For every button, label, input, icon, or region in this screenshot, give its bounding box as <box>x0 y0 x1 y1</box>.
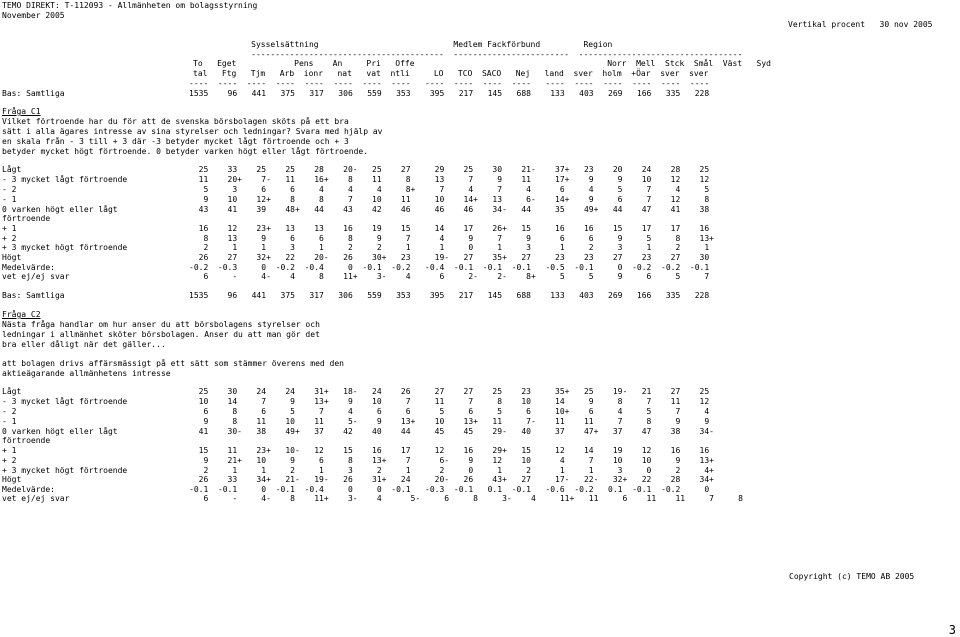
question-c1-text-line: en skala från - 3 till + 3 där -3 betyder mycket lågt förtroende och + 3 <box>2 137 349 146</box>
row-label: + 1 <box>2 224 17 233</box>
row-label: Lågt <box>2 165 22 174</box>
row-label: + 1 <box>2 446 17 455</box>
row-values: 26 33 34+ 21- 19- 26 31+ 24 20- 26 43+ 27 17- 22- 32+ 22 28 34+ <box>189 475 714 484</box>
row-label: - 1 <box>2 417 17 426</box>
column-group-rule: ---------------------------------------- ------------------------ ---------------------------------- <box>150 50 743 59</box>
row-values: 9 21+ 10 9 6 8 13+ 7 6- 9 12 10 4 7 10 10 9 13+ <box>189 456 714 465</box>
row-values: -0.2 -0.3 0 -0.2 -0.4 0 -0.1 -0.2 -0.4 -0.1 -0.1 -0.1 -0.5 -0.1 0 -0.2 -0.2 -0.1 <box>189 263 710 272</box>
row-values: 6 - 4- 8 11+ 3- 4 5- 6 8 3- 4 11+ 11 6 11 11 7 8 <box>189 494 743 503</box>
row-values: 6 - 4- 4 8 11+ 3- 4 6 2- 2- 8+ 5 5 9 6 5 7 <box>189 272 710 281</box>
question-c2-text-line: att bolagen drivs affärsmässigt på ett sätt som stämmer överens med den <box>2 359 344 368</box>
row-label: - 1 <box>2 195 17 204</box>
row-values: 16 12 23+ 13 13 16 19 15 14 17 26+ 15 16 16 15 17 17 16 <box>189 224 710 233</box>
copyright: Copyright (c) TEMO AB 2005 <box>789 572 915 581</box>
row-values: 26 27 32+ 22 20- 26 30+ 23 19- 27 35+ 27 23 23 27 23 27 30 <box>189 253 710 262</box>
row-label: - 3 mycket lågt förtroende <box>2 397 128 406</box>
row-values: 43 41 39 48+ 44 43 42 46 46 46 34- 44 35 49+ 44 47 41 38 <box>189 205 710 214</box>
row-values: 9 8 11 10 11 5- 9 13+ 10 13+ 11 7- 11 11 7 8 9 9 <box>189 417 710 426</box>
row-label: Lågt <box>2 387 22 396</box>
question-c2-title: Fråga C2 <box>2 310 41 319</box>
row-label: + 2 <box>2 234 17 243</box>
row-label: vet ej/ej svar <box>2 272 70 281</box>
row-label: + 3 mycket högt förtroende <box>2 243 128 252</box>
row-values: 8 13 9 6 6 8 9 7 4 9 7 9 6 6 9 5 8 13+ <box>189 234 714 243</box>
row-label: 0 varken högt eller lågt <box>2 427 118 436</box>
bas-values: 1535 96 441 375 317 306 559 353 395 217 145 688 133 403 269 166 335 228 <box>189 291 710 300</box>
row-label: 0 varken högt eller lågt <box>2 205 118 214</box>
row-values: 10 14 7 9 13+ 9 10 7 11 7 8 10 14 9 8 7 11 12 <box>189 397 710 406</box>
report-date: November 2005 <box>2 11 65 20</box>
report-subtitle-right: Vertikal procent 30 nov 2005 <box>788 20 933 29</box>
row-label: Medelvärde: <box>2 263 55 272</box>
row-values: 2 1 1 2 1 3 2 1 2 0 1 2 1 1 3 0 2 4+ <box>189 466 714 475</box>
column-header-row-1: To Eget Pens An Pri Offe Norr Mell Stck Smål Väst Syd <box>193 59 771 68</box>
question-c2-text-line: ledningar i allmänhet sköter börsbolagen. Anser du att man gör det <box>2 330 320 339</box>
row-values: 5 3 6 6 4 4 4 8+ 7 4 7 4 6 4 5 7 4 5 <box>189 185 710 194</box>
row-values: 11 20+ 7- 11 16+ 8 11 8 13 7 9 11 17+ 9 9 10 12 12 <box>189 175 710 184</box>
row-values: -0.1 -0.1 0 -0.1 -0.4 0 0 -0.1 -0.3 -0.1 0.1 -0.1 -0.6 -0.2 0.1 -0.1 -0.2 0 <box>189 485 710 494</box>
question-c1-text-line: Vilket förtroende har du för att de svenska börsbolagen sköts på ett bra <box>2 117 349 126</box>
row-label-continued: förtroende <box>2 436 51 445</box>
question-c2-text-line: aktieägarande allmänhetens intresse <box>2 369 171 378</box>
report-title: TEMO DIREKT: T-112093 - Allmänheten om bolagsstyrning <box>2 1 258 10</box>
question-c2-text-line: bra eller dåligt när det gäller... <box>2 340 166 349</box>
question-c1-text-line: sätt i alla ägares intresse av sina styrelser och ledningar? Svara med hjälp av <box>2 127 383 136</box>
question-c1-text-line: betyder mycket högt förtroende. 0 betyder varken högt eller lågt förtroende. <box>2 147 369 156</box>
row-values: 6 8 6 5 7 4 6 6 5 6 5 6 10+ 6 4 5 7 4 <box>189 407 710 416</box>
bas-label: Bas: Samtliga <box>2 89 65 98</box>
column-header-rule: ---- ---- ---- ---- ---- ---- ---- ---- ---- ---- ---- ---- ---- ---- ---- ---- ---- ---- <box>189 79 710 88</box>
row-label: + 2 <box>2 456 17 465</box>
row-label: Högt <box>2 253 22 262</box>
row-values: 9 10 12+ 8 8 7 10 11 10 14+ 13 6- 14+ 9 6 7 12 8 <box>189 195 710 204</box>
row-label: vet ej/ej svar <box>2 494 70 503</box>
row-label: Högt <box>2 475 22 484</box>
column-header-row-2: tal Ftg Tjm Arb ionr nat vat ntli LO TCO SACO Nej land sver holm +Öar sver sver <box>193 69 709 78</box>
column-group-header: Sysselsättning Medlem Fackförbund Region <box>150 40 613 49</box>
bas-label: Bas: Samtliga <box>2 291 65 300</box>
row-label: - 3 mycket lågt förtroende <box>2 175 128 184</box>
row-label: + 3 mycket högt förtroende <box>2 466 128 475</box>
row-values: 25 30 24 24 31+ 18- 24 26 27 27 25 23 35+ 25 19- 21 27 25 <box>189 387 710 396</box>
page-number: 3 <box>948 623 956 637</box>
row-values: 2 1 1 3 1 2 2 1 1 0 1 3 1 2 3 1 2 1 <box>189 243 710 252</box>
row-label: - 2 <box>2 185 17 194</box>
row-values: 25 33 25 25 28 20- 25 27 29 25 30 21- 37+ 23 20 24 28 25 <box>189 165 710 174</box>
row-label-continued: förtroende <box>2 214 51 223</box>
question-c2-text-line: Nästa fråga handlar om hur anser du att börsbolagens styrelser och <box>2 320 320 329</box>
bas-values: 1535 96 441 375 317 306 559 353 395 217 145 688 133 403 269 166 335 228 <box>189 89 710 98</box>
row-label: Medelvärde: <box>2 485 55 494</box>
row-values: 15 11 23+ 10- 12 15 16 17 12 16 29+ 15 12 14 19 12 16 16 <box>189 446 710 455</box>
row-values: 41 30- 38 49+ 37 42 40 44 45 45 29- 40 37 47+ 37 47 38 34- <box>189 427 714 436</box>
question-c1-title: Fråga C1 <box>2 107 41 116</box>
row-label: - 2 <box>2 407 17 416</box>
